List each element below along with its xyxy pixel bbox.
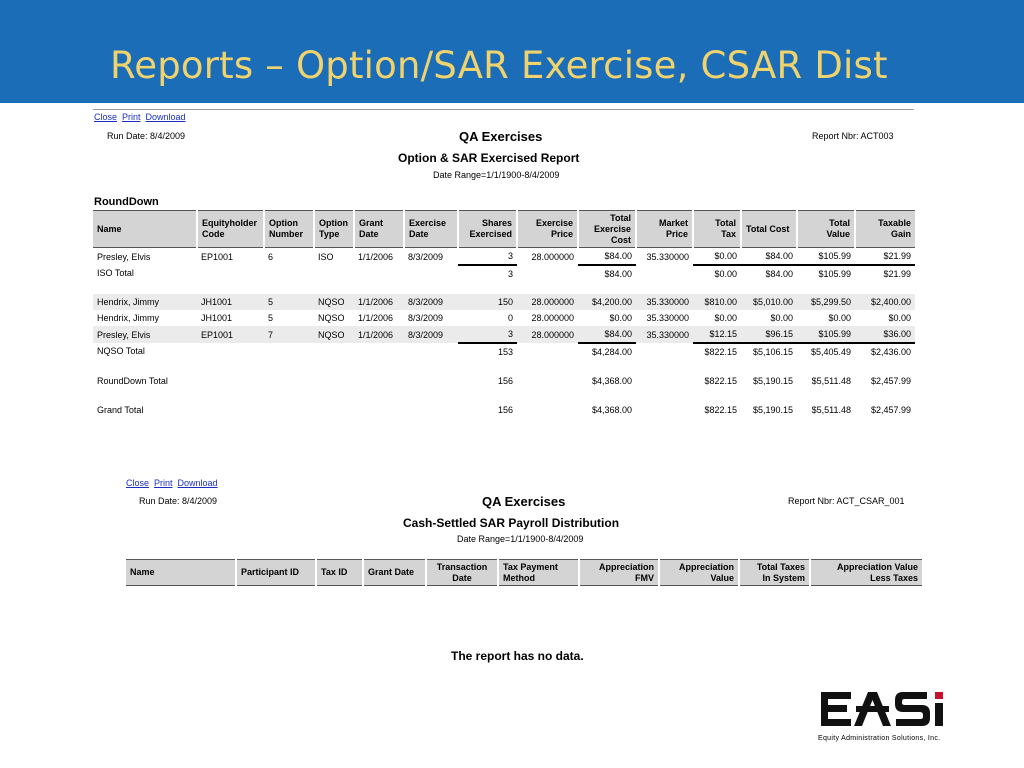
total-cell bbox=[517, 343, 578, 360]
table-cell: 28.000000 bbox=[517, 326, 578, 343]
table-cell: 8/3/2009 bbox=[404, 294, 458, 310]
report1-download-link[interactable]: Download bbox=[145, 112, 186, 122]
spacer-row bbox=[93, 360, 915, 373]
table-cell: $12.15 bbox=[693, 326, 741, 343]
table-cell: 28.000000 bbox=[517, 294, 578, 310]
column-header-line: Total Taxes bbox=[756, 561, 805, 572]
report1-column-header bbox=[93, 211, 197, 248]
table-cell: 7 bbox=[264, 326, 314, 343]
table-cell: 35.330000 bbox=[646, 313, 689, 323]
total-cell: $21.99 bbox=[883, 269, 911, 279]
report1-group-label: RoundDown bbox=[94, 196, 159, 208]
report1-column-header bbox=[517, 211, 578, 248]
total-row bbox=[93, 402, 915, 418]
report1-column-header bbox=[314, 211, 354, 248]
table-cell: 5 bbox=[268, 313, 274, 323]
table-cell: 150 bbox=[458, 294, 517, 310]
report2-column-header bbox=[316, 560, 363, 586]
logo-caption: Equity Administration Solutions, Inc. bbox=[818, 735, 941, 742]
table-cell: Presley, Elvis bbox=[97, 251, 151, 262]
total-cell: $2,457.99 bbox=[870, 405, 911, 415]
column-header-line: Price bbox=[550, 229, 573, 239]
total-label: ISO Total bbox=[97, 268, 134, 278]
total-cell: $2,436.00 bbox=[870, 347, 911, 357]
table-cell: $5,010.00 bbox=[741, 294, 797, 310]
report1-column-header bbox=[693, 211, 741, 248]
column-header-line: Date bbox=[359, 229, 379, 239]
total-cell: $0.00 bbox=[714, 269, 737, 279]
table-cell: Hendrix, Jimmy bbox=[93, 294, 197, 310]
table-cell: $84.00 bbox=[578, 248, 636, 266]
table-cell: $0.00 bbox=[714, 313, 737, 323]
table-cell: 35.330000 bbox=[636, 326, 693, 343]
total-label: Grand Total bbox=[97, 405, 144, 415]
table-cell: $4,200.00 bbox=[578, 294, 636, 310]
table-row bbox=[93, 248, 915, 266]
report2-column-header bbox=[426, 560, 498, 586]
report1-column-header bbox=[197, 211, 264, 248]
report1-column-header bbox=[855, 211, 915, 248]
table-cell: $0.00 bbox=[693, 248, 741, 266]
table-cell: 6 bbox=[268, 251, 274, 262]
report2-column-header bbox=[739, 560, 810, 586]
total-cell: $5,405.49 bbox=[810, 347, 851, 357]
total-cell: $822.15 bbox=[704, 405, 737, 415]
report1-column-header bbox=[458, 211, 517, 248]
total-label: NQSO Total bbox=[97, 346, 145, 356]
column-header-line: Grant Date bbox=[368, 567, 415, 577]
total-cell bbox=[636, 402, 693, 418]
table-cell: $0.00 bbox=[770, 313, 793, 323]
table-cell: EP1001 bbox=[201, 251, 234, 262]
table-cell: JH1001 bbox=[201, 313, 233, 323]
total-cell bbox=[517, 402, 578, 418]
table-cell: $0.00 bbox=[888, 313, 911, 323]
total-row bbox=[93, 343, 915, 360]
column-header-line: Less Taxes bbox=[870, 572, 918, 583]
table-cell: $105.99 bbox=[797, 326, 855, 343]
table-cell: JH1001 bbox=[197, 294, 264, 310]
table-cell: 1/1/2006 bbox=[358, 313, 394, 323]
table-cell: 5 bbox=[264, 294, 314, 310]
total-cell bbox=[636, 373, 693, 389]
report1-column-header bbox=[404, 211, 458, 248]
column-header-line: Transaction bbox=[436, 561, 488, 572]
table-cell: $2,400.00 bbox=[855, 294, 915, 310]
report1-close-link[interactable]: Close bbox=[94, 112, 118, 122]
report1-subtitle: Option & SAR Exercised Report bbox=[398, 151, 580, 165]
report1-top-rule bbox=[93, 109, 914, 110]
report2-title: QA Exercises bbox=[482, 494, 566, 509]
table-cell: $84.00 bbox=[578, 326, 636, 343]
total-cell bbox=[517, 265, 578, 282]
total-cell: $5,511.48 bbox=[811, 376, 851, 386]
column-header-line: Cost bbox=[611, 234, 631, 245]
report2-column-header bbox=[363, 560, 426, 586]
column-header-line: Method bbox=[503, 572, 535, 583]
column-header-line: Price bbox=[665, 229, 688, 239]
total-cell: $4,368.00 bbox=[591, 405, 632, 415]
column-header-line: In System bbox=[762, 572, 805, 583]
table-cell: 28.000000 bbox=[531, 313, 574, 323]
report1-run-date: Run Date: 8/4/2009 bbox=[107, 131, 186, 141]
column-header-line: Exercise bbox=[593, 223, 631, 234]
report2-subtitle: Cash-Settled SAR Payroll Distribution bbox=[403, 516, 620, 530]
column-header-line: Date bbox=[452, 572, 472, 583]
total-cell: $5,511.48 bbox=[811, 405, 851, 415]
table-cell: $0.00 bbox=[828, 313, 851, 323]
total-cell: $4,284.00 bbox=[591, 347, 632, 357]
table-cell: $105.99 bbox=[797, 248, 855, 266]
report1-column-header bbox=[636, 211, 693, 248]
total-cell: 156 bbox=[497, 405, 513, 415]
table-cell: $84.00 bbox=[741, 248, 797, 266]
report1-number: Report Nbr: ACT003 bbox=[812, 131, 894, 141]
column-header-line: Total bbox=[715, 218, 736, 228]
total-cell: $84.00 bbox=[765, 269, 793, 279]
total-cell bbox=[636, 343, 693, 360]
table-cell: 3 bbox=[458, 326, 517, 343]
table-cell: NQSO bbox=[314, 326, 354, 343]
total-row bbox=[93, 373, 915, 389]
column-header-line: Appreciation Value bbox=[836, 561, 918, 572]
column-header-line: Total bbox=[829, 218, 850, 228]
table-cell: 1/1/2006 bbox=[354, 326, 404, 343]
column-header-line: Exercise bbox=[409, 218, 447, 228]
table-cell: ISO bbox=[318, 251, 334, 262]
total-cell: $84.00 bbox=[604, 269, 632, 279]
table-cell: $96.15 bbox=[741, 326, 797, 343]
report1-column-header bbox=[797, 211, 855, 248]
table-cell: 0 bbox=[507, 313, 513, 323]
table-cell: $5,299.50 bbox=[797, 294, 855, 310]
column-header-line: Tax Payment bbox=[503, 561, 558, 572]
spacer-row bbox=[93, 282, 915, 294]
report1-column-header bbox=[354, 211, 404, 248]
column-header-line: Value bbox=[710, 572, 734, 583]
table-cell: 3 bbox=[458, 248, 517, 266]
column-header-line: Name bbox=[130, 567, 155, 577]
table-cell: $0.00 bbox=[609, 313, 632, 323]
column-header-line: Code bbox=[202, 229, 225, 239]
report2-column-header bbox=[810, 560, 922, 586]
spacer-row bbox=[93, 389, 915, 402]
total-cell: 156 bbox=[497, 376, 513, 386]
table-cell: NQSO bbox=[318, 313, 345, 323]
table-cell: $21.99 bbox=[855, 248, 915, 266]
column-header-line: FMV bbox=[635, 572, 654, 583]
report2-table bbox=[126, 559, 922, 586]
report2-column-header bbox=[236, 560, 316, 586]
total-cell: $5,190.15 bbox=[752, 405, 793, 415]
total-label: RoundDown Total bbox=[97, 376, 168, 386]
column-header-line: Exercise bbox=[535, 218, 573, 228]
column-header-line: Exercised bbox=[469, 229, 512, 239]
table-cell: 1/1/2006 bbox=[358, 251, 394, 262]
column-header-line: Taxable bbox=[878, 218, 911, 228]
column-header-line: Tax bbox=[721, 229, 736, 239]
report2-download-link[interactable]: Download bbox=[177, 478, 218, 488]
table-cell: $36.00 bbox=[855, 326, 915, 343]
column-header-line: Grant bbox=[359, 218, 384, 228]
table-cell: 1/1/2006 bbox=[354, 294, 404, 310]
table-cell: 28.000000 bbox=[531, 251, 574, 262]
report2-print-link[interactable]: Print bbox=[154, 478, 173, 488]
column-header-line: Value bbox=[826, 229, 850, 239]
report2-column-header bbox=[659, 560, 739, 586]
column-header-line: Appreciation bbox=[598, 561, 654, 572]
report1-column-header bbox=[578, 211, 636, 248]
column-header-line: Tax ID bbox=[321, 567, 348, 577]
column-header-line: Appreciation bbox=[678, 561, 734, 572]
report2-column-header bbox=[579, 560, 659, 586]
column-header-line: Type bbox=[319, 229, 340, 239]
report2-run-date: Run Date: 8/4/2009 bbox=[139, 496, 218, 506]
total-cell: 3 bbox=[507, 269, 513, 279]
report1-title: QA Exercises bbox=[459, 129, 543, 144]
table-row bbox=[93, 310, 915, 326]
column-header-line: Name bbox=[97, 223, 122, 234]
table-row bbox=[93, 326, 915, 343]
table-row bbox=[93, 294, 915, 310]
column-header-line: Shares bbox=[481, 218, 512, 228]
report2-toolbar bbox=[126, 478, 223, 488]
column-header-line: Equityholder bbox=[202, 218, 258, 228]
report1-toolbar bbox=[94, 112, 191, 122]
total-cell bbox=[517, 373, 578, 389]
total-cell: $822.15 bbox=[704, 347, 737, 357]
total-row bbox=[93, 265, 915, 282]
total-cell: $5,106.15 bbox=[752, 347, 793, 357]
column-header-line: Total bbox=[610, 212, 631, 223]
table-cell: Hendrix, Jimmy bbox=[97, 313, 160, 323]
table-cell: 8/3/2009 bbox=[408, 313, 444, 323]
report1-column-header bbox=[741, 211, 797, 248]
column-header-line: Date bbox=[409, 229, 429, 239]
column-header-line: Participant ID bbox=[241, 567, 300, 577]
table-cell: EP1001 bbox=[197, 326, 264, 343]
column-header-line: Option bbox=[269, 218, 298, 228]
table-cell: 35.330000 bbox=[646, 251, 689, 262]
total-cell: 153 bbox=[497, 347, 513, 357]
report2-close-link[interactable]: Close bbox=[126, 478, 150, 488]
report2-column-header bbox=[126, 560, 236, 586]
total-cell: $105.99 bbox=[818, 269, 851, 279]
report1-table bbox=[93, 210, 915, 418]
total-cell: $2,457.99 bbox=[870, 376, 911, 386]
total-cell bbox=[636, 265, 693, 282]
report1-column-header bbox=[264, 211, 314, 248]
column-header-line: Number bbox=[269, 229, 304, 239]
table-cell: $810.00 bbox=[693, 294, 741, 310]
column-header-line: Total Cost bbox=[746, 223, 790, 234]
table-cell: 8/3/2009 bbox=[404, 326, 458, 343]
report2-number: Report Nbr: ACT_CSAR_001 bbox=[788, 496, 905, 506]
table-cell: Presley, Elvis bbox=[93, 326, 197, 343]
report1-date-range: Date Range=1/1/1900-8/4/2009 bbox=[433, 170, 560, 180]
column-header-line: Option bbox=[319, 218, 348, 228]
table-cell: 8/3/2009 bbox=[408, 251, 444, 262]
column-header-line: Gain bbox=[890, 229, 911, 239]
no-data-message: The report has no data. bbox=[451, 649, 584, 663]
total-cell: $4,368.00 bbox=[591, 376, 632, 386]
slide-title: Reports – Option/SAR Exercise, CSAR Dist bbox=[110, 44, 888, 87]
column-header-line: Market bbox=[658, 218, 688, 228]
report2-date-range: Date Range=1/1/1900-8/4/2009 bbox=[457, 534, 584, 544]
total-cell: $5,190.15 bbox=[752, 376, 793, 386]
report1-print-link[interactable]: Print bbox=[122, 112, 141, 122]
table-cell: NQSO bbox=[314, 294, 354, 310]
report2-column-header bbox=[498, 560, 579, 586]
table-cell: 35.330000 bbox=[636, 294, 693, 310]
slide-header-bar bbox=[0, 0, 1024, 103]
total-cell: $822.15 bbox=[704, 376, 737, 386]
